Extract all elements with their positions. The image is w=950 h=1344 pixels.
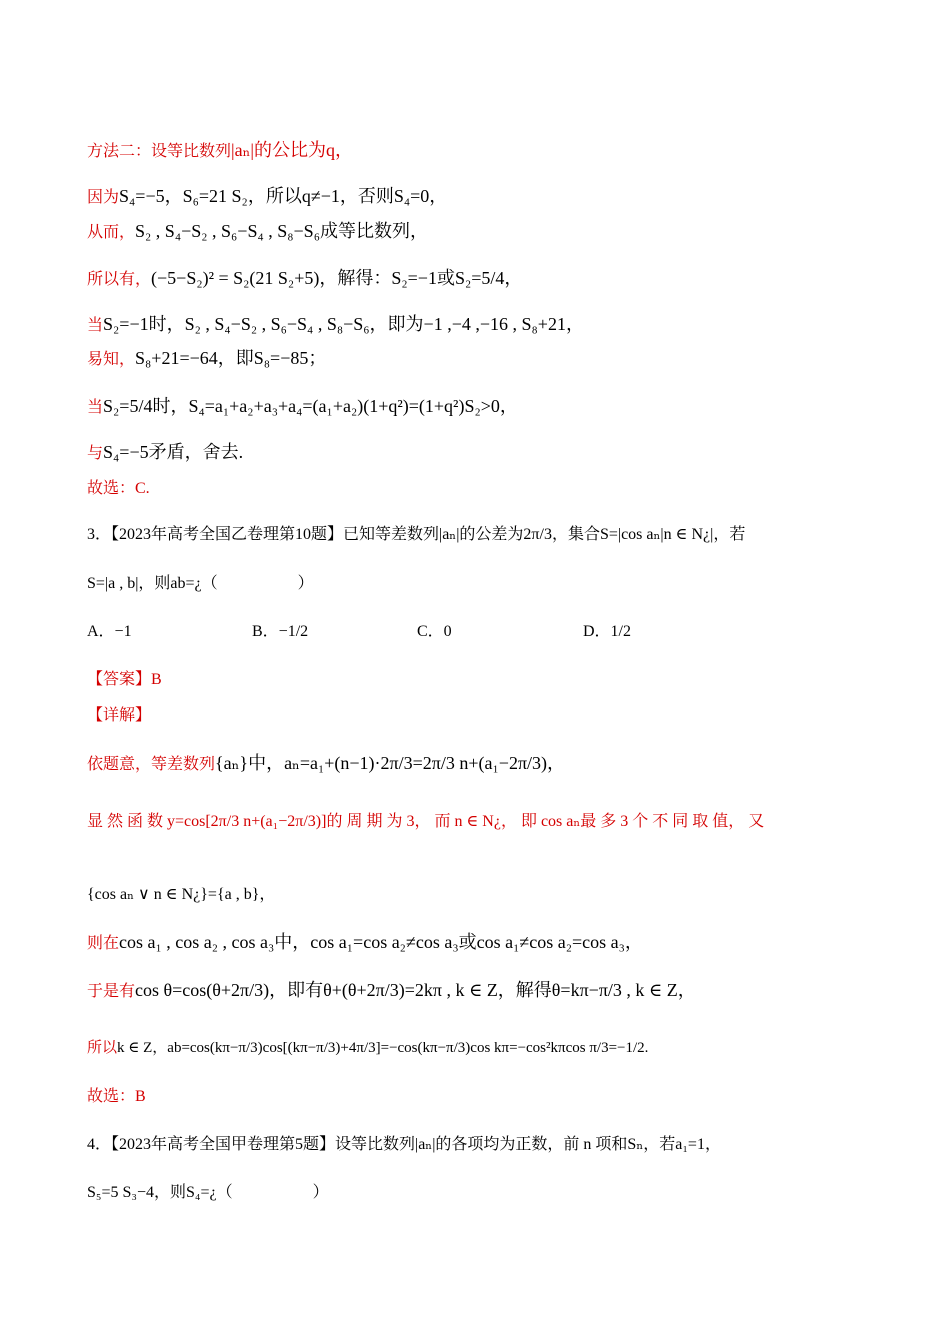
text: 方法二：设等比数列 <box>87 143 232 160</box>
question-3-stem: 3．【2023年高考全国乙卷理第10题】已知等差数列|aₙ|的公差为2π/3，集合S=|cos aₙ|n ∈ N¿|，若 <box>87 526 746 543</box>
solution-line-4 <box>87 930 870 956</box>
text: 所以 <box>87 1040 118 1056</box>
formula: cos a₁ , cos a₂ , cos a₃中，cos a₁=cos a₂≠cos a₃或cos a₁≠cos a₂=cos a₃， <box>119 932 643 952</box>
text: 因为 <box>87 189 120 206</box>
question-3-options <box>87 620 870 644</box>
option-c: C．0 <box>417 623 452 640</box>
formula: S₂=−1时，S₂ , S₄−S₂ , S₆−S₄ , S₈−S₆，即为−1 ,−4 ,−16 , S₈+21， <box>103 314 584 334</box>
choice-c-line: 故选：C. <box>87 480 150 497</box>
formula: {aₙ}中，aₙ=a₁+(n−1)·2π/3=2π/3 n+(a₁−2π/3)， <box>215 753 566 773</box>
text: 依题意，等差数列 <box>87 756 216 773</box>
solution-line-5 <box>87 978 870 1004</box>
option-b: B．−1/2 <box>252 623 309 640</box>
formula: k ∈ Z，ab=cos(kπ−π/3)cos[(kπ−π/3)+4π/3]=−cos(kπ−π/3)cos kπ=−cos²kπcos π/3=−1/2. <box>117 1040 649 1056</box>
choice-b-line: 故选：B <box>87 1088 146 1105</box>
option-d: D．1/2 <box>583 623 632 640</box>
contradiction-line <box>87 440 870 466</box>
formula: S₄=−5矛盾，舍去. <box>103 442 244 462</box>
text: 当 <box>87 399 104 416</box>
text: 与 <box>87 445 104 462</box>
easy-know-line <box>87 346 870 372</box>
formula: cos θ=cos(θ+2π/3)，即有θ+(θ+2π/3)=2kπ , k ∈ Z，解得θ=kπ−π/3 , k ∈ Z， <box>135 980 696 1000</box>
text: 当 <box>87 317 104 334</box>
formula: S₂=5/4时，S₄=a₁+a₂+a₃+a₄=(a₁+a₂)(1+q²)=(1+q²)S₂>0， <box>103 396 518 416</box>
solution-line-2: 显 然 函 数 y=cos[2π/3 n+(a₁−2π/3)]的 周 期 为 3， 而 n ∈ N¿， 即 cos aₙ最 多 3 个 不 同 取 值， 又 <box>87 813 765 830</box>
case-one-line <box>87 312 870 338</box>
so-line <box>87 266 870 292</box>
case-two-line <box>87 394 870 420</box>
text: 所以有， <box>87 271 152 288</box>
question-4-stem-2: S₅=5 S₃−4，则S₄=¿（ ） <box>87 1184 329 1201</box>
thus-line <box>87 219 870 245</box>
text: 则在 <box>87 935 120 952</box>
formula: |aₙ|的公比为q， <box>231 140 353 160</box>
formula: (−5−S₂)² = S₂(21 S₂+5)，解得：S₂=−1或S₂=5/4， <box>151 268 523 288</box>
text: 从而， <box>87 224 136 241</box>
formula: S₄=−5，S₆=21 S₂，所以q≠−1，否则S₄=0， <box>119 186 448 206</box>
method-two-line <box>87 138 870 164</box>
formula: S₈+21=−64，即S₈=−85； <box>135 348 327 368</box>
question-4-stem: 4．【2023年高考全国甲卷理第5题】设等比数列|aₙ|的各项均为正数，前 n 项和Sₙ，若a₁=1， <box>87 1136 721 1153</box>
formula: S₂ , S₄−S₂ , S₆−S₄ , S₈−S₆成等比数列， <box>135 221 428 241</box>
text: 于是有 <box>87 983 136 1000</box>
text: 易知， <box>87 351 136 368</box>
detail-label: 【详解】 <box>87 707 152 724</box>
question-3-stem-2: S=|a , b|，则ab=¿（ ） <box>87 575 314 592</box>
solution-line-3: {cos aₙ ∨ n ∈ N¿}={a , b}， <box>87 886 276 903</box>
solution-line-6 <box>87 1036 870 1060</box>
option-a: A．−1 <box>87 623 132 640</box>
solution-line-1 <box>87 751 870 777</box>
answer-label: 【答案】B <box>87 671 162 688</box>
because-line <box>87 184 870 210</box>
